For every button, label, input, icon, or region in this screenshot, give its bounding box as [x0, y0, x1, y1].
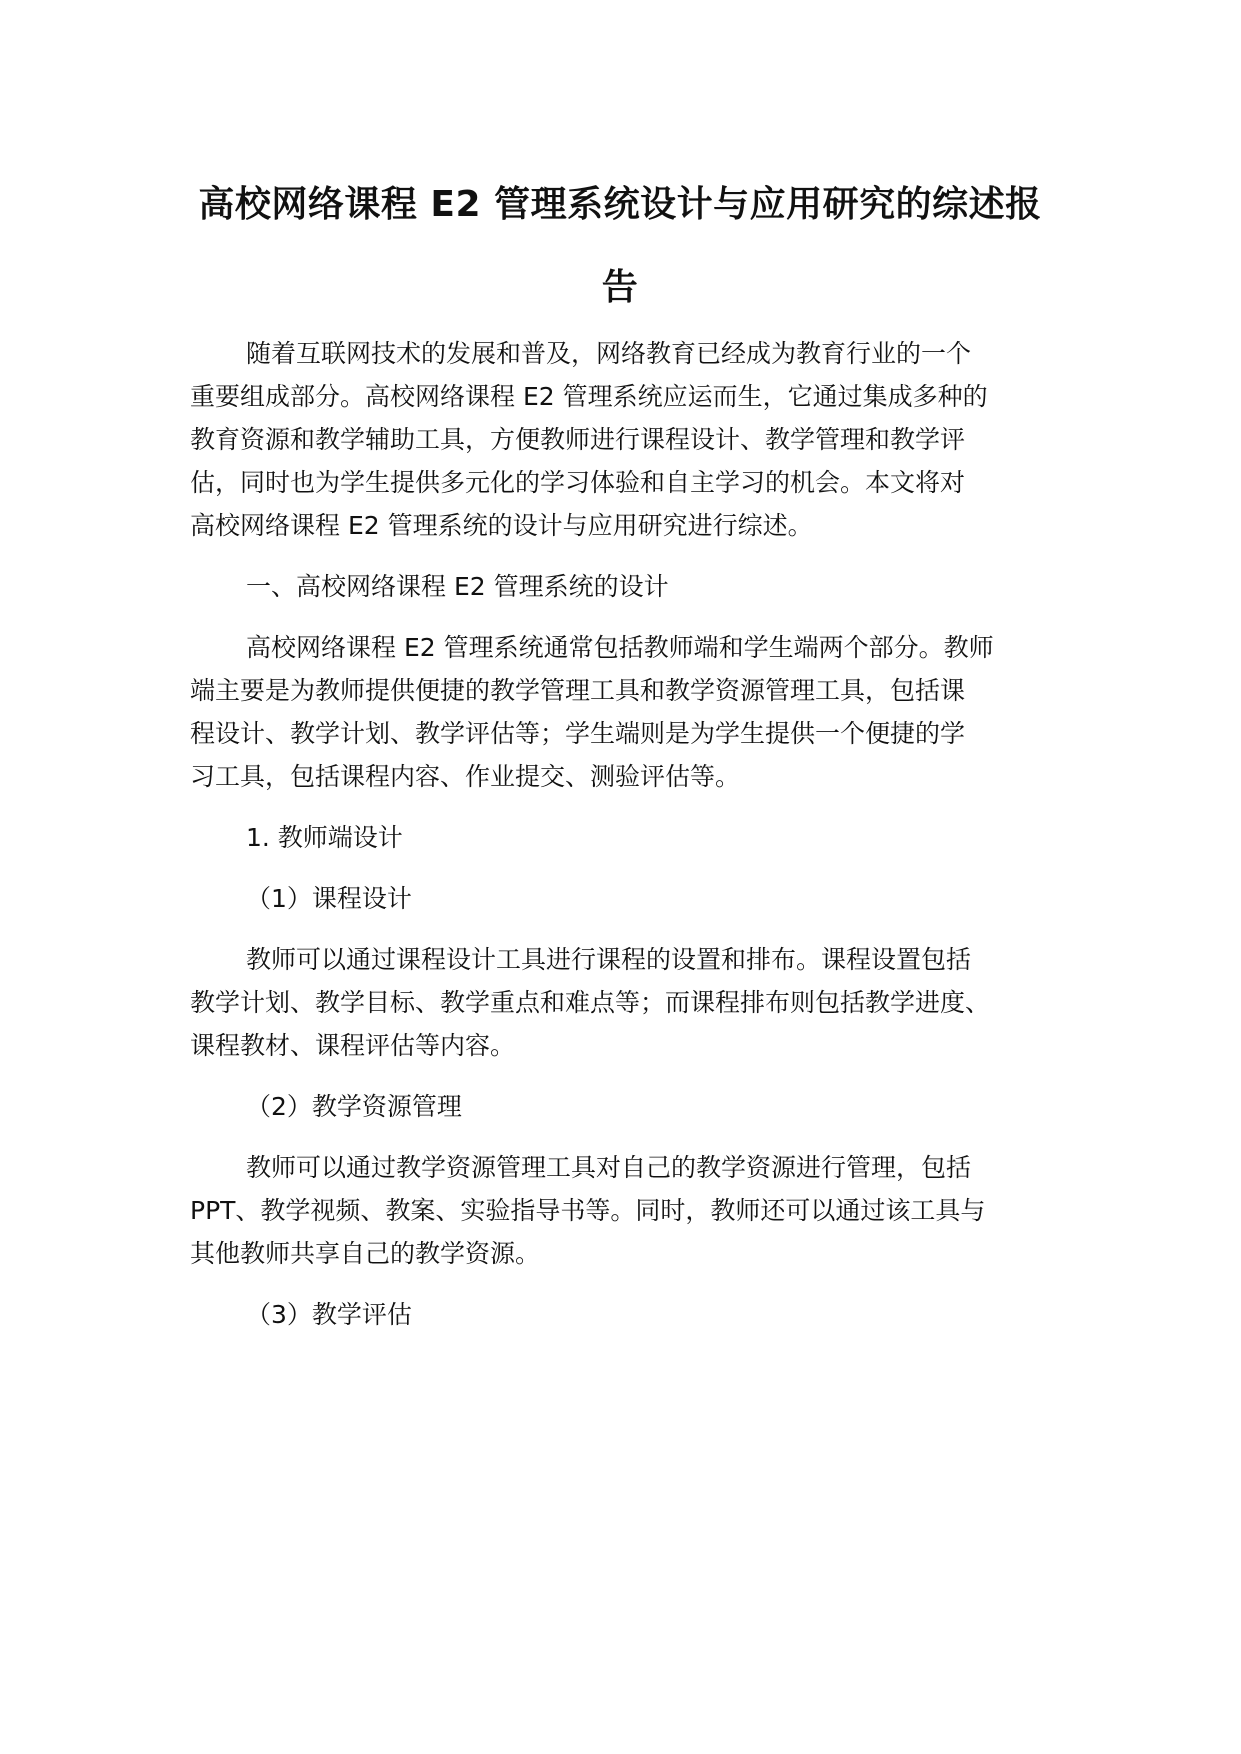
- item-body-line: 教学计划、教学目标、教学重点和难点等；而课程排布则包括教学进度、: [190, 988, 991, 1017]
- intro-line: 随着互联网技术的发展和普及，网络教育已经成为教育行业的一个: [246, 339, 972, 368]
- intro-line: 重要组成部分。高校网络课程 E2 管理系统应运而生，它通过集成多种的: [190, 382, 988, 411]
- section-body-line: 高校网络课程 E2 管理系统通常包括教师端和学生端两个部分。教师: [246, 633, 994, 662]
- section-body-line: 程设计、教学计划、教学评估等；学生端则是为学生提供一个便捷的学: [190, 719, 966, 748]
- section-body-line: 端主要是为教师提供便捷的教学管理工具和教学资源管理工具，包括课: [190, 676, 966, 705]
- intro-line: 估，同时也为学生提供多元化的学习体验和自主学习的机会。本文将对: [190, 468, 966, 497]
- section-body-line: 习工具，包括课程内容、作业提交、测验评估等。: [190, 762, 741, 791]
- item-body-line: 课程教材、课程评估等内容。: [190, 1031, 516, 1060]
- section-heading: 一、高校网络课程 E2 管理系统的设计: [246, 572, 669, 601]
- document-title-line-1: 高校网络课程 E2 管理系统设计与应用研究的综述报: [198, 184, 1042, 225]
- item-body-line: 教师可以通过课程设计工具进行课程的设置和排布。课程设置包括: [246, 945, 972, 974]
- intro-line: 教育资源和教学辅助工具，方便教师进行课程设计、教学管理和教学评: [190, 425, 966, 454]
- document-title-line-2: 告: [601, 267, 639, 308]
- item-body-line: PPT、教学视频、教案、实验指导书等。同时，教师还可以通过该工具与: [190, 1196, 986, 1225]
- intro-line: 高校网络课程 E2 管理系统的设计与应用研究进行综述。: [190, 511, 813, 540]
- item-heading: （3）教学评估: [246, 1300, 412, 1329]
- item-heading: （1）课程设计: [246, 884, 412, 913]
- subsection-heading: 1. 教师端设计: [246, 823, 403, 852]
- item-body-line: 教师可以通过教学资源管理工具对自己的教学资源进行管理，包括: [246, 1153, 972, 1182]
- item-heading: （2）教学资源管理: [246, 1092, 462, 1121]
- item-body-line: 其他教师共享自己的教学资源。: [190, 1239, 541, 1268]
